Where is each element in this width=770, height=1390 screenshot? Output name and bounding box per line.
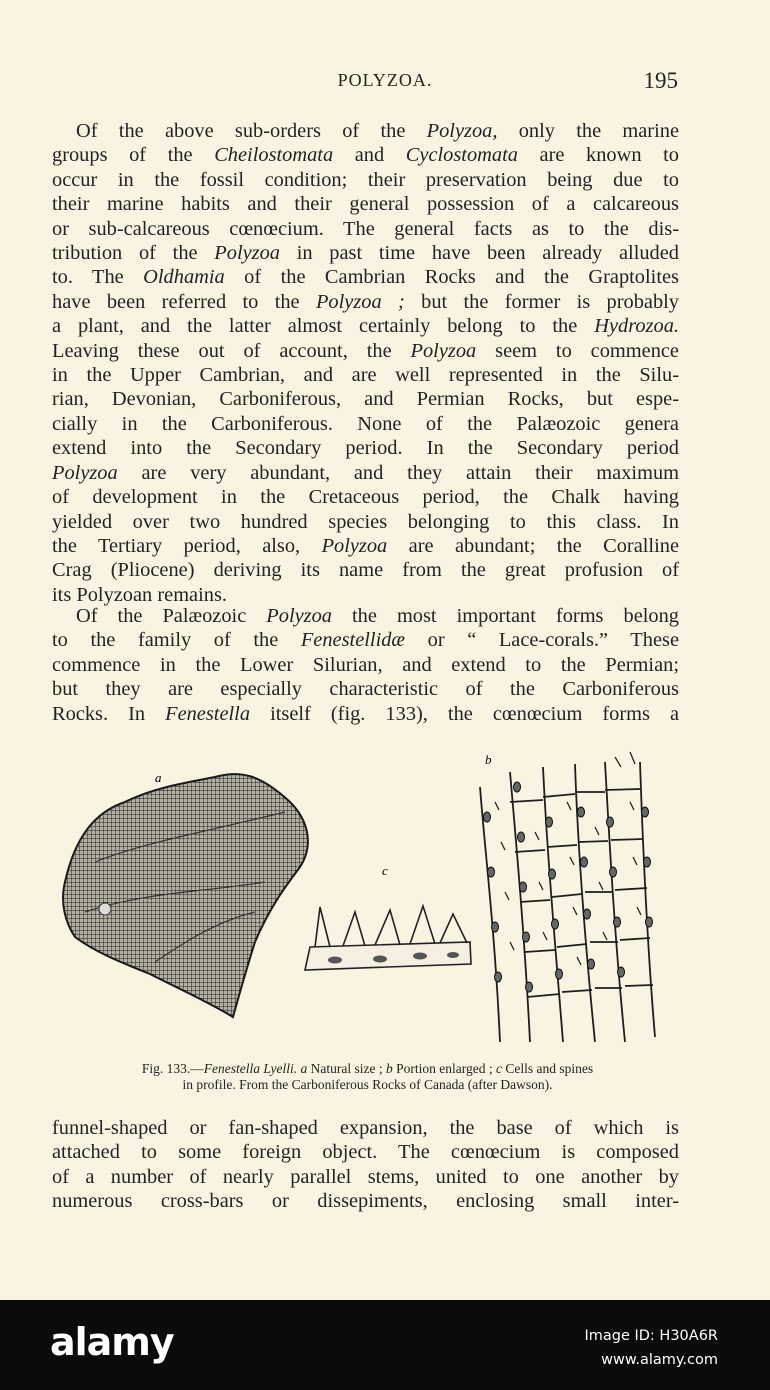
italic-term: Polyzoa (266, 605, 332, 627)
b-cell-apertures (484, 782, 653, 992)
italic-term: Polyzoa ; (315, 290, 405, 313)
site-url[interactable]: www.alamy.com (601, 1352, 718, 1368)
italic-term: Cyclostomata (405, 144, 518, 167)
text-line (52, 1189, 679, 1213)
text-run: attached to some foreign object. The cœnœcium is composed (52, 1141, 679, 1164)
text-run: funnel-shaped or fan-shaped expansion, the base of which is (52, 1117, 679, 1139)
text-run: in past time have been already alluded (280, 242, 679, 265)
alamy-logo: alamy (50, 1320, 174, 1364)
text-run: or “ Lace-corals.” These (405, 629, 679, 652)
text-line (52, 702, 679, 726)
text-run: their marine habits and their general possession of a calcareous (52, 193, 679, 216)
text-run: commence in the Lower Silurian, and extend to the Permian; (52, 653, 679, 676)
italic-term: Fenestella (165, 702, 251, 725)
text-line (52, 290, 679, 314)
text-line (52, 534, 679, 558)
text-run: to the family of the (52, 629, 301, 652)
text-line (52, 677, 679, 701)
italic-term: Hydrozoa. (594, 315, 679, 338)
text-run: in the Upper Cambrian, and are well represented in the Silu- (52, 364, 679, 387)
image-id: Image ID: H30A6R (584, 1328, 718, 1344)
text-line (52, 436, 679, 460)
text-run: itself (fig. 133), the cœnœcium forms a (250, 702, 679, 725)
text-run: cially in the Carboniferous. None of the Palæozoic genera (52, 412, 679, 435)
text-line (52, 217, 679, 241)
text-line (52, 1140, 679, 1164)
text-run: of a number of nearly parallel stems, united to one another by (52, 1165, 679, 1188)
paragraph-2 (52, 604, 679, 726)
text-line (52, 485, 679, 509)
text-run: Of the above sub-orders of the (76, 120, 427, 142)
italic-term: Fenestellidæ (300, 629, 406, 652)
text-run: but the former is probably (404, 290, 679, 313)
text-run: the most important forms belong (332, 605, 679, 627)
text-line (52, 314, 679, 338)
text-line (52, 628, 679, 652)
text-line (52, 265, 679, 289)
italic-term: Fenestella Lyelli. (203, 1061, 298, 1076)
text-run: the Tertiary period, also, (52, 534, 322, 557)
page-number: 195 (643, 68, 678, 93)
text-run: a plant, and the latter almost certainly belong to the (52, 315, 595, 338)
text-line (52, 192, 679, 216)
paragraph-1 (52, 119, 679, 607)
specimen-a-drawing (63, 774, 308, 1017)
text-run: Rocks. In (52, 702, 166, 725)
caption-line-2 (55, 1077, 680, 1093)
text-run: are abundant; the Coralline (387, 534, 679, 557)
italic-term: Polyzoa (321, 534, 388, 557)
text-run: groups of the (52, 144, 215, 167)
text-run: its Polyzoan remains. (52, 583, 227, 606)
text-run: Of the Palæozoic (76, 605, 267, 627)
text-line (52, 387, 679, 411)
text-run: of development in the Cretaceous period, the Chalk having (52, 486, 679, 509)
label-a: a (155, 770, 162, 785)
stock-meta (584, 1324, 718, 1372)
italic-term: Polyzoa (410, 339, 477, 362)
text-run: of the Cambrian Rocks and the Graptolites (224, 266, 679, 289)
text-run: yielded over two hundred species belonging to this class. In (52, 510, 679, 533)
text-run: Portion enlarged ; (392, 1061, 496, 1076)
text-run: but they are especially characteristic of the Carboniferous (52, 678, 679, 701)
text-run: tribution of the (52, 242, 215, 265)
text-line (52, 1116, 679, 1140)
italic-term: b (385, 1061, 393, 1076)
italic-term: Polyzoa, (426, 120, 498, 142)
text-run: to. The (52, 266, 144, 289)
text-line (52, 363, 679, 387)
text-run: and (333, 144, 406, 167)
text-line (52, 1165, 679, 1189)
stock-photo-bar (0, 1300, 770, 1390)
text-run: extend into the Secondary period. In the Secondary period (52, 437, 679, 460)
text-run: only the marine (497, 120, 679, 142)
text-run: are known to (517, 144, 679, 167)
text-line (52, 168, 679, 192)
text-line (52, 143, 679, 167)
text-line (52, 604, 679, 628)
text-run: seem to commence (476, 339, 679, 362)
text-run: rian, Devonian, Carboniferous, and Permian Rocks, but espe- (52, 388, 679, 411)
text-run: are very abundant, and they attain their maximum (117, 461, 679, 484)
text-run: or sub-calcareous cœnœcium. The general facts as to the dis- (52, 217, 679, 240)
label-c: c (382, 863, 388, 878)
label-b: b (485, 752, 492, 767)
text-run: in profile. From the Carboniferous Rocks of Canada (after Dawson). (182, 1077, 553, 1092)
text-run: numerous cross-bars or dissepiments, enclosing small inter- (52, 1190, 679, 1213)
specimen-c-drawing (305, 906, 471, 970)
running-title: POLYZOA. (337, 70, 433, 90)
text-line (52, 461, 679, 485)
text-run: Natural size ; (307, 1061, 386, 1076)
text-run: Crag (Pliocene) deriving its name from the great profusion of (52, 559, 679, 582)
text-run: occur in the fossil condition; their preservation being due to (52, 168, 679, 191)
text-line (52, 653, 679, 677)
paragraph-3 (52, 1116, 679, 1214)
figure-caption (55, 1061, 680, 1093)
text-line (52, 558, 679, 582)
italic-term: Cheilostomata (214, 144, 334, 167)
text-line (52, 339, 679, 363)
caption-line-1 (55, 1061, 680, 1077)
text-run: Cells and spines (501, 1061, 594, 1076)
fenestella-illustration (55, 742, 680, 1057)
italic-term: Polyzoa (214, 242, 280, 265)
italic-term: Oldhamia (143, 266, 225, 289)
italic-term: a (300, 1061, 308, 1076)
text-line (52, 119, 679, 143)
italic-term: Polyzoa (52, 461, 118, 484)
text-run: Fig. 133.— (141, 1061, 204, 1076)
italic-term: c (495, 1061, 502, 1076)
text-run: have been referred to the (52, 290, 316, 313)
text-line (52, 241, 679, 265)
text-line (52, 412, 679, 436)
figure-133 (55, 742, 680, 1057)
text-run: Leaving these out of account, the (52, 339, 411, 362)
text-line (52, 510, 679, 534)
